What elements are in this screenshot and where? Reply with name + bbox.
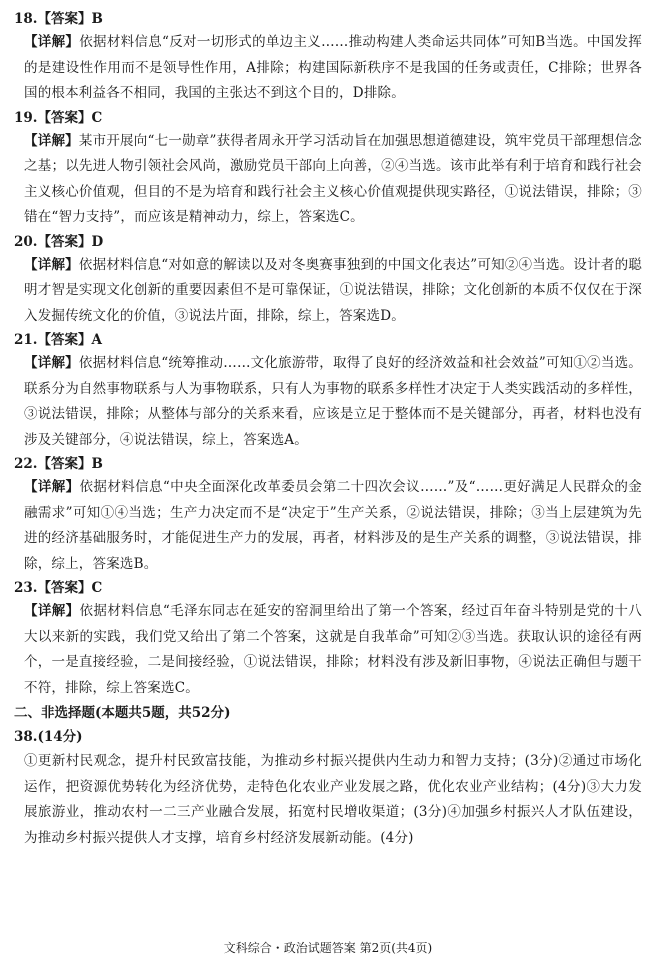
explanation — [24, 129, 642, 231]
question-number: 38. — [14, 729, 38, 745]
explanation-tag: 【详解】 — [24, 355, 79, 371]
explanation — [24, 253, 642, 330]
question-number: 20. — [14, 233, 38, 250]
explanation-tag: 【详解】 — [24, 256, 79, 273]
answer-label: 【答案】D — [37, 233, 104, 250]
question-number: 18. — [14, 11, 38, 27]
explanation-tag: 【详解】 — [24, 132, 79, 149]
explanation-text: 依据材料信息“统筹推动……文化旅游带，取得了良好的经济效益和社会效益”可知①②当选。联系分为自然事物联系与人为事物联系，只有人为事物的联系多样性才决定于人类实践活动的多样性，③说法错误，排除；从整体与部分的关系来看，应该是立足于整体而不是关键部分，再者，材料也没有涉及关键部分，④说法错误，综上，答案选A。 — [24, 355, 642, 448]
answer-label: 【答案】B — [37, 456, 103, 472]
answer-item-20 — [14, 231, 642, 330]
question-number: 22. — [14, 456, 38, 472]
explanation — [24, 599, 642, 701]
explanation-tag: 【详解】 — [24, 603, 80, 619]
explanation-text: 依据材料信息“毛泽东同志在延安的窑洞里给出了第一个答案，经过百年奋斗特别是党的十八大以来新的实践，我们党又给出了第二个答案，这就是自我革命”可知②③当选。获取认识的途径有两个，一是直接经验，二是间接经验，①说法错误，排除；材料没有涉及新旧事物，④说法正确但与题干不符，排除，综上答案选C。 — [24, 603, 642, 696]
question-number: 19. — [14, 109, 38, 126]
answer-text: ①更新村民观念，提升村民致富技能，为推动乡村振兴提供内生动力和智力支持；(3分)②通过市场化运作，把资源优势转化为经济优势，走特色化农业产业发展之路，优化农业产业结构；(4分)③大力发展旅游业，推动农村一二三产业融合发展，拓宽村民增收渠道；(3分)④加强乡村振兴人才队伍建设，为推动乡村振兴提供人才支撑，培育乡村经济发展新动能。(4分) — [24, 753, 642, 846]
explanation-text: 依据材料信息“反对一切形式的单边主义……推动构建人类命运共同体”可知B当选。中国发挥的是建设性作用而不是领导性作用，A排除；构建国际新秩序不是我国的任务或责任，C排除；世界各国的根本利益各不相同，我国的主张达不到这个目的，D排除。 — [24, 34, 642, 101]
page-footer: 文科综合・政治试题答案 第2页(共4页) — [223, 941, 433, 955]
answer-item-22 — [14, 453, 642, 577]
answer-line — [14, 577, 642, 599]
explanation-tag: 【详解】 — [24, 479, 80, 495]
answer-label: 【答案】C — [37, 109, 103, 126]
question-number: 23. — [14, 580, 38, 596]
answer-line — [14, 107, 642, 129]
question-number: 21. — [14, 332, 38, 348]
answer-label: 【答案】A — [37, 332, 102, 348]
answer-item-21 — [14, 329, 642, 453]
question-score: (14分) — [37, 729, 83, 745]
question-score-line — [14, 725, 642, 749]
explanation-text: 依据材料信息“对如意的解读以及对冬奥赛事独到的中国文化表达”可知②④当选。设计者的聪明才智是实现文化创新的重要因素但不是可靠保证，①说法错误，排除；文化创新的本质不仅仅在于深入发掘传统文化的价值，③说法片面，排除，综上，答案选D。 — [24, 256, 642, 324]
answer-line — [14, 329, 642, 351]
explanation-text: 依据材料信息“中央全面深化改革委员会第二十四次会议……”及“……更好满足人民群众的金融需求”可知①④当选；生产力决定而不是“决定于”生产关系，②说法错误，排除；③当上层建筑为先进的经济基础服务时，才能促进生产力的发展，再者，材料涉及的是生产关系的调整，③说法错误，排除，综上，答案选B。 — [24, 479, 642, 572]
section-title: 二、非选择题(本题共5题，共52分) — [14, 705, 231, 721]
explanation — [24, 475, 642, 577]
answer-line — [14, 8, 642, 30]
answer-label: 【答案】B — [37, 11, 103, 27]
answer-label: 【答案】C — [37, 580, 103, 596]
explanation-text: 某市开展向“七一勋章”获得者周永开学习活动旨在加强思想道德建设，筑牢党员干部理想信念之基；以先进人物引领社会风尚，激励党员干部向上向善，②④当选。该市此举有利于培育和践行社会主义核心价值观，但目的不是为培育和践行社会主义核心价值观提供现实路径，①说法错误，排除；③错在“智力支持”，而应该是精神动力，综上，答案选C。 — [24, 132, 642, 225]
answer-item-23 — [14, 577, 642, 701]
answer-item-19 — [14, 107, 642, 231]
explanation — [24, 30, 642, 107]
answer-line — [14, 453, 642, 475]
answer-item-18 — [14, 8, 642, 107]
answer-item-38 — [14, 725, 642, 851]
answer-line — [14, 231, 642, 253]
explanation-tag: 【详解】 — [24, 34, 80, 50]
explanation — [24, 351, 642, 453]
